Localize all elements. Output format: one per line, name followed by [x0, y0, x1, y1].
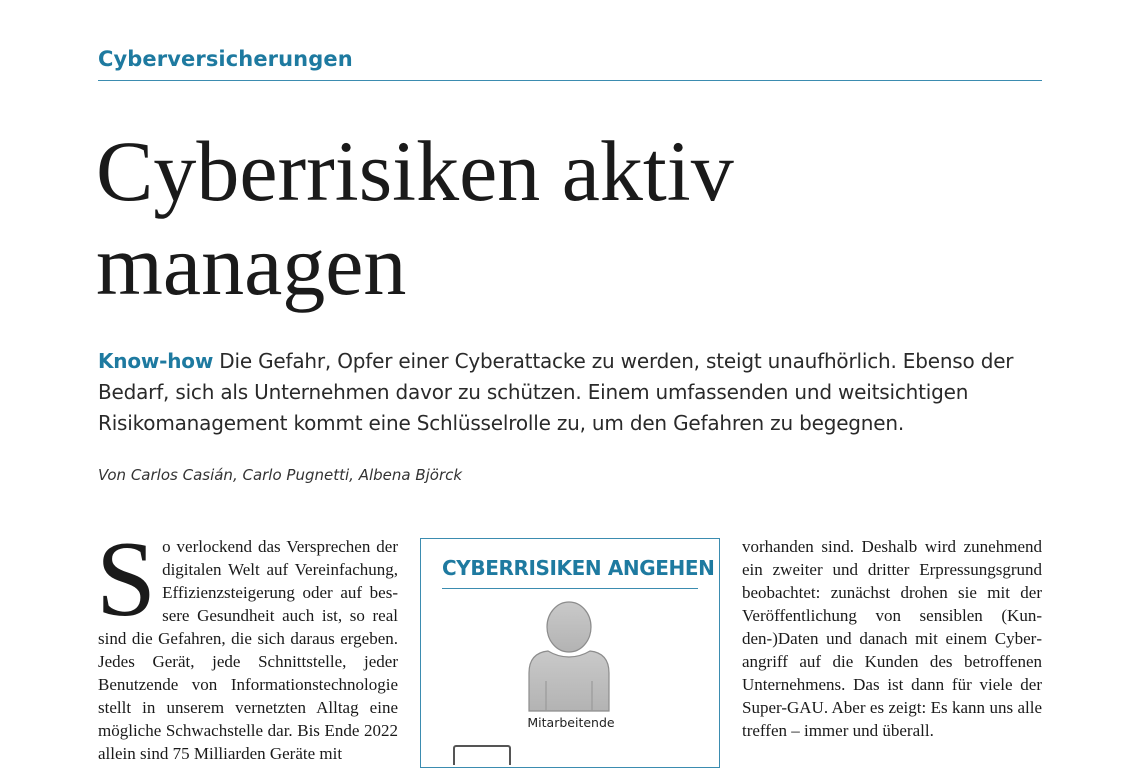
- drop-cap: S: [96, 520, 157, 639]
- body-column-1-text: o verlockend das Versprechen der digitalen Welt auf Vereinfachung, Effizienzsteigerung oder auf bessere Gesundheit auch ist, so real sind die Gefahren, die sich daraus ergeben. Jedes Gerät, jede Schnittstelle, jeder Benutzende von Informationstechnologie stellt in unserem vernetzten Alltag eine mögliche Schwachstelle dar. Bis Ende 2022 allein sind 75 Milliarden Geräte mit: [98, 537, 398, 763]
- body-column-1: [96, 520, 398, 765]
- body-column-3: vorhanden sind. Deshalb wird zunehmend ein zweiter und dritter Erpressungsgrund beobachtet: zunächst drohen sie mit der Veröffentlichung von sensiblen (Kunden-)Daten und danach mit einem Cyberangriff auf die Kunden des betroffenen Unternehmens. Das ist dann für viele der Super-GAU. Aber es zeigt: Es kann uns alle treffen – immer und überall.: [742, 537, 1042, 740]
- byline: Von Carlos Casián, Carlo Pugnetti, Albena Björck: [98, 466, 463, 484]
- section-label: Cyberversicherungen: [98, 47, 353, 71]
- article-title: [96, 124, 1056, 312]
- infobox: [420, 538, 720, 768]
- article-title-line-2: managen: [96, 217, 407, 313]
- infobox-divider: [442, 588, 698, 589]
- person-label: Mitarbeitende: [527, 715, 615, 730]
- lead-kicker: Know-how: [98, 349, 214, 373]
- article-lead: [98, 346, 1028, 439]
- person-icon: [526, 601, 612, 711]
- section-divider: [98, 80, 1042, 81]
- device-icon: [453, 745, 511, 765]
- lead-text: Die Gefahr, Opfer einer Cyberattacke zu werden, steigt unaufhörlich. Ebenso der Bedarf, sich als Unternehmen davor zu schützen. Einem umfassenden und weitsichtigen Risikomanagement kommt eine Schlüsselrolle zu, um den Gefahren zu begegnen.: [98, 349, 1014, 435]
- article-title-line-1: Cyberrisiken aktiv: [96, 123, 734, 219]
- infobox-title: CYBERRISIKEN ANGEHEN: [442, 556, 715, 580]
